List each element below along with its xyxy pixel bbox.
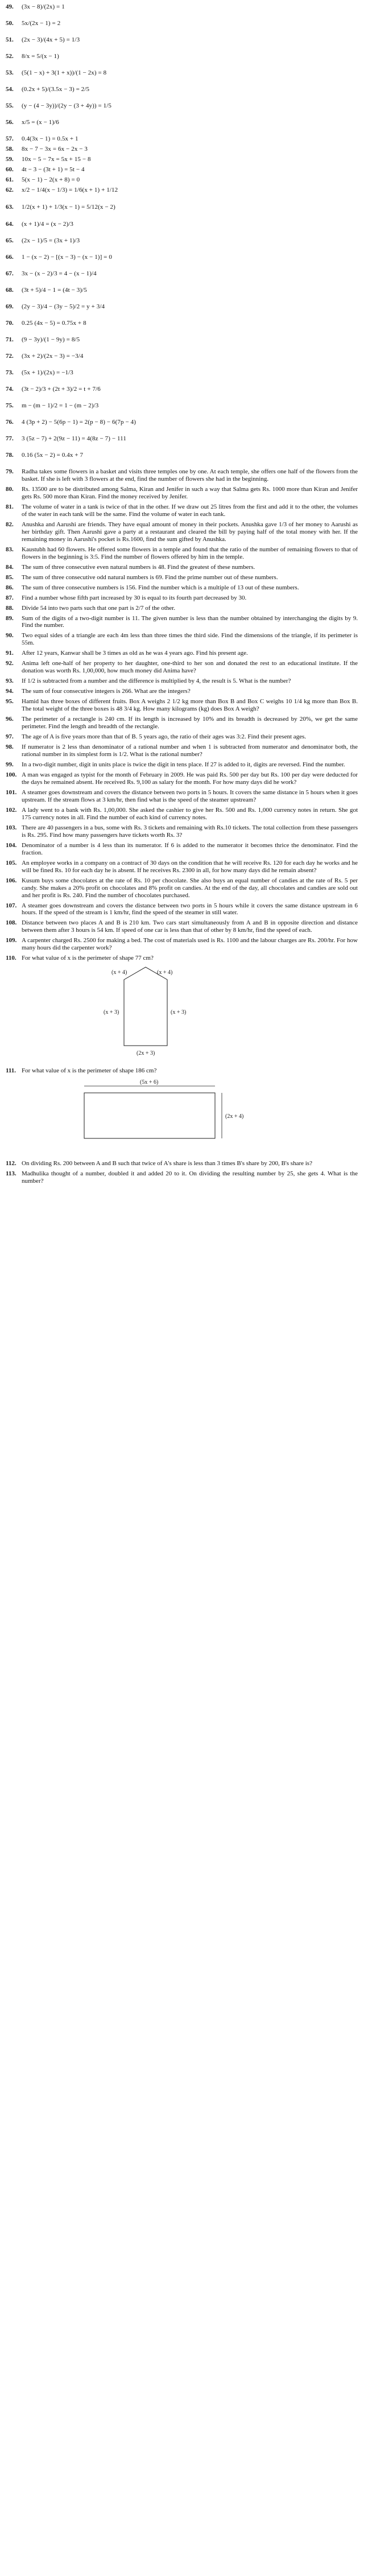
fig1-label-left-side: (x + 3) — [104, 1009, 119, 1016]
question-number: 109. — [6, 937, 17, 944]
question-number: 53. — [6, 69, 14, 76]
question-93 — [6, 678, 358, 685]
question-text: 4 (3p + 2) − 5(6p − 1) = 2(p − 8) − 6(7p − 4) — [22, 419, 136, 426]
question-text: 3 (5z − 7) + 2(9z − 11) = 4(8z − 7) − 111 — [22, 435, 126, 442]
question-101 — [6, 789, 358, 804]
question-96 — [6, 716, 358, 730]
question-number: 105. — [6, 859, 17, 866]
question-text: Denominator of a number is 4 less than its numerator. If 6 is added to the numerator it becomes thrice the denominator. Find the fraction. — [22, 841, 358, 856]
question-103 — [6, 824, 358, 839]
question-text: x/5 = (x − 1)/6 — [22, 119, 59, 126]
question-text: Two equal sides of a triangle are each 4m less than three times the third side. Find the dimensions of the triangle, if its perimeter is 55m. — [22, 632, 358, 647]
question-number: 107. — [6, 902, 17, 909]
question-text: Divide 54 into two parts such that one part is 2/7 of the other. — [22, 604, 176, 612]
question-text: On dividing Rs. 200 between A and B such that twice of A's share is less than 3 times B's share by 200, B's share is? — [22, 1160, 312, 1167]
question-105 — [6, 860, 358, 874]
question-text: Rs. 13500 are to be distributed among Salma, Kiran and Jenifer in such a way that Salma gets Rs. 1000 more than Kiran and Jenifer gets Rs. 500 more than Kiran. Find the money received by Jenifer. — [22, 485, 358, 500]
question-text: If numerator is 2 less than denominator of a rational number and when 1 is subtracted from numerator and denominator both, the rational number in its simplest form is 1/2. What is the rational number? — [22, 744, 358, 758]
question-text: Anima left one-half of her property to her daughter, one-third to her son and donated the rest to an educational institute. If the donation was worth Rs. 1,00,000, how much money did Anima have? — [22, 660, 358, 675]
question-number: 51. — [6, 36, 14, 43]
question-77 — [6, 435, 358, 449]
question-107 — [6, 902, 358, 917]
question-text: After 12 years, Kanwar shall be 3 times as old as he was 4 years ago. Find his present age. — [22, 650, 248, 657]
rectangle-shape — [84, 1093, 215, 1138]
question-text: The age of A is five years more than that of B. 5 years ago, the ratio of their ages was 3:2. Find their present ages. — [22, 733, 307, 741]
question-97 — [6, 733, 358, 741]
question-number: 57. — [6, 135, 14, 142]
question-text: Sum of the digits of a two-digit number is 11. The given number is less than the number obtained by interchanging the digits by 9. Find the number. — [22, 614, 358, 629]
fig1-label-right-slant: (x + 4) — [157, 969, 173, 976]
question-number: 72. — [6, 353, 14, 360]
question-text: Hamid has three boxes of different fruits. Box A weighs 2 1/2 kg more than Box B and Box C weighs 10 1/4 kg more than Box B. The total weight of the three boxes is 48 3/4 kg. How many kilograms (kg) does Box A weigh? — [22, 698, 358, 713]
question-112 — [6, 1160, 358, 1167]
pentagon-figure — [22, 965, 340, 1062]
question-number: 100. — [6, 771, 17, 778]
question-text: 4t − 3 − (3t + 1) = 5t − 4 — [22, 166, 85, 173]
question-number: 73. — [6, 369, 14, 376]
question-52 — [6, 53, 358, 67]
question-84 — [6, 564, 358, 571]
pentagon-svg — [22, 965, 340, 1062]
question-92 — [6, 660, 358, 675]
question-64 — [6, 221, 358, 234]
question-74 — [6, 386, 358, 399]
question-number: 99. — [6, 761, 14, 768]
question-number: 61. — [6, 176, 14, 183]
question-list-tail — [6, 1160, 358, 1185]
question-81 — [6, 503, 358, 518]
question-number: 98. — [6, 744, 14, 751]
question-text: (3t + 5)/4 − 1 = (4t − 3)/5 — [22, 287, 87, 294]
question-text: A carpenter charged Rs. 2500 for making a bed. The cost of materials used is Rs. 1100 and the labour charges are Rs. 200/hr. For how many hours did the carpenter work? — [22, 937, 358, 952]
question-number: 91. — [6, 650, 14, 657]
question-number: 79. — [6, 468, 14, 475]
question-number: 67. — [6, 270, 14, 277]
question-number: 95. — [6, 698, 14, 705]
question-83 — [6, 546, 358, 561]
rectangle-figure — [22, 1078, 340, 1152]
question-number: 86. — [6, 584, 14, 591]
question-number: 111. — [6, 1067, 16, 1075]
fig2-label-length: (5x + 6) — [140, 1079, 159, 1086]
question-79 — [6, 468, 358, 483]
question-text: 5x/(2x − 1) = 2 — [22, 20, 61, 27]
question-text: 1 − (x − 2) − [(x − 3) − (x − 1)] = 0 — [22, 254, 112, 261]
question-text: The sum of three consecutive even natural numbers is 48. Find the greatest of these numbers. — [22, 563, 255, 571]
question-text: A steamer goes downstream and covers the distance between two ports in 5 hours while it covers the same distance upstream in 6 hours. If the speed of the stream is 1 km/hr, find the speed of the steamer in still water. — [22, 902, 358, 917]
question-63 — [6, 204, 358, 218]
question-70 — [6, 320, 358, 333]
question-text: The sum of four consecutive integers is 266. What are the integers? — [22, 688, 191, 695]
question-number: 60. — [6, 166, 14, 173]
question-text: (0.2x + 5)/(3.5x − 3) = 2/5 — [22, 86, 90, 93]
question-number: 71. — [6, 336, 14, 343]
question-number: 89. — [6, 614, 14, 622]
question-number: 102. — [6, 806, 17, 814]
question-number: 62. — [6, 187, 14, 193]
question-90 — [6, 632, 358, 647]
question-73 — [6, 369, 358, 383]
question-text: Find a number whose fifth part increased by 30 is equal to its fourth part decreased by 30. — [22, 594, 247, 601]
question-60 — [6, 166, 358, 174]
question-number: 83. — [6, 546, 14, 553]
question-number: 101. — [6, 789, 17, 796]
question-text: Radha takes some flowers in a basket and visits three temples one by one. At each temple, she offers one half of the flowers from the basket. If she is left with 3 flowers at the end, find the number of flowers she had in the beginning. — [22, 468, 358, 482]
fig1-label-left-slant: (x + 4) — [111, 969, 127, 976]
question-98 — [6, 744, 358, 758]
fig1-label-base: (2x + 3) — [137, 1050, 155, 1057]
question-number: 110. — [6, 955, 16, 962]
question-89 — [6, 615, 358, 630]
question-text: (2y − 3)/4 − (3y − 5)/2 = y + 3/4 — [22, 303, 105, 310]
question-text: 1/2(x + 1) + 1/3(x − 1) = 5/12(x − 2) — [22, 204, 115, 210]
question-number: 85. — [6, 573, 14, 581]
question-text: The sum of three consecutive odd natural numbers is 69. Find the prime number out of these numbers. — [22, 573, 278, 581]
question-49 — [6, 3, 358, 17]
question-104 — [6, 842, 358, 857]
question-number: 70. — [6, 320, 14, 327]
question-text: Kusum buys some chocolates at the rate of Rs. 10 per chocolate. She also buys an equal number of candies at the rate of Rs. 5 per candy. She makes a 20% profit on chocolates and 8% profit on candies. At the end of the day, all chocolates and candies are sold out and her profit is Rs. 240. Find the number of chocolates purchased. — [22, 877, 358, 899]
question-text: 8/x = 5/(x − 1) — [22, 53, 59, 60]
question-text: The volume of water in a tank is twice of that in the other. If we draw out 25 litres from the first and add it to the other, the volumes of the water in each tank will be the same. Find the volume of water in each tank. — [22, 503, 358, 518]
question-87 — [6, 595, 358, 602]
question-text: For what value of x is the perimeter of shape 186 cm? — [22, 1067, 157, 1075]
question-66 — [6, 254, 358, 267]
question-text: If 1/2 is subtracted from a number and the difference is multiplied by 4, the result is 5. What is the number? — [22, 678, 291, 685]
fig2-label-breadth: (2x + 4) — [225, 1113, 244, 1120]
question-text: A man was engaged as typist for the month of February in 2009. He was paid Rs. 500 per day but Rs. 100 per day were deducted for the days he remained absent. He received Rs. 9,100 as salary for the month. For how many days did he work? — [22, 771, 358, 786]
question-number: 80. — [6, 485, 14, 493]
question-text: (x + 1)/4 = (x − 2)/3 — [22, 221, 73, 228]
question-number: 52. — [6, 53, 14, 60]
question-number: 54. — [6, 86, 14, 93]
question-text: The perimeter of a rectangle is 240 cm. If its length is increased by 10% and its breadth is decreased by 20%, we get the same perimeter. Find the length and breadth of the rectangle. — [22, 716, 358, 730]
question-text: x/2 − 1/4(x − 1/3) = 1/6(x + 1) + 1/12 — [22, 187, 118, 193]
question-69 — [6, 303, 358, 317]
question-text: (5(1 − x) + 3(1 + x))/(1 − 2x) = 8 — [22, 69, 107, 76]
question-text: Kaustubh had 60 flowers. He offered some flowers in a temple and found that the ratio of the number of remaining flowers to that of flowers in the beginning is 3:5. Find the number of flowers offered by him in the temple. — [22, 546, 358, 560]
question-111 — [6, 1067, 358, 1075]
question-86 — [6, 584, 358, 592]
question-100 — [6, 771, 358, 786]
question-91 — [6, 650, 358, 657]
question-text: (3t − 2)/3 + (2t + 3)/2 = t + 7/6 — [22, 386, 101, 393]
question-number: 106. — [6, 877, 17, 884]
question-text: 5(x − 1) − 2(x + 8) = 0 — [22, 176, 80, 183]
pentagon-shape — [124, 967, 167, 1046]
question-text: For what value of x is the perimeter of shape 77 cm? — [22, 955, 154, 962]
question-number: 77. — [6, 435, 14, 442]
question-text: Distance between two places A and B is 210 km. Two cars start simultaneously from A and B in opposite direction and distance between them after 3 hours is 54 km. If speed of one car is less than that of other by 8 km/hr, find the speed of each. — [22, 919, 358, 934]
question-list — [6, 3, 358, 962]
question-number: 63. — [6, 204, 14, 210]
question-61 — [6, 176, 358, 184]
question-55 — [6, 102, 358, 116]
question-text: 8x − 7 − 3x = 6x − 2x − 3 — [22, 146, 88, 152]
question-88 — [6, 605, 358, 612]
question-110 — [6, 955, 358, 962]
question-78 — [6, 452, 358, 465]
question-62 — [6, 187, 358, 201]
question-80 — [6, 486, 358, 501]
question-number: 113. — [6, 1170, 16, 1178]
question-51 — [6, 36, 358, 50]
question-number: 112. — [6, 1160, 16, 1167]
question-71 — [6, 336, 358, 350]
question-number: 82. — [6, 521, 14, 528]
question-number: 103. — [6, 824, 17, 831]
question-number: 76. — [6, 419, 14, 426]
question-text: There are 40 passengers in a bus, some with Rs. 3 tickets and remaining with Rs.10 tickets. The total collection from these passengers is Rs. 295. Find how many passengers have tickets worth Rs. 3? — [22, 824, 358, 839]
question-text: (2x − 3)/(4x + 5) = 1/3 — [22, 36, 80, 43]
question-58 — [6, 146, 358, 153]
question-number: 94. — [6, 688, 14, 695]
question-109 — [6, 937, 358, 952]
question-72 — [6, 353, 358, 366]
question-text: m − (m − 1)/2 = 1 − (m − 2)/3 — [22, 402, 99, 409]
question-text: 10x − 5 − 7x = 5x + 15 − 8 — [22, 156, 91, 163]
question-54 — [6, 86, 358, 100]
question-number: 87. — [6, 594, 14, 601]
question-text: 3x − (x − 2)/3 = 4 − (x − 1)/4 — [22, 270, 97, 277]
question-text: In a two-digit number, digit in units place is twice the digit in tens place. If 27 is added to it, digits are reversed. Find the number. — [22, 761, 345, 768]
question-85 — [6, 574, 358, 581]
question-text: (9 − 3y)/(1 − 9y) = 8/5 — [22, 336, 80, 343]
question-number: 50. — [6, 20, 14, 27]
question-56 — [6, 119, 358, 133]
question-76 — [6, 419, 358, 432]
question-number: 97. — [6, 733, 14, 741]
question-text: The sum of three consecutive numbers is 156. Find the number which is a multiple of 13 out of these numbers. — [22, 584, 299, 591]
question-68 — [6, 287, 358, 300]
question-number: 64. — [6, 221, 14, 228]
question-number: 49. — [6, 3, 14, 10]
question-number: 58. — [6, 146, 14, 152]
question-number: 96. — [6, 716, 14, 723]
question-number: 104. — [6, 841, 17, 849]
question-number: 74. — [6, 386, 14, 393]
question-number: 78. — [6, 452, 14, 459]
question-text: (y − (4 − 3y))/(2y − (3 + 4y)) = 1/5 — [22, 102, 112, 109]
question-text: 0.25 (4x − 5) = 0.75x + 8 — [22, 320, 86, 327]
question-53 — [6, 69, 358, 83]
question-text: An employee works in a company on a contract of 30 days on the condition that he will receive Rs. 120 for each day he works and he will be fined Rs. 10 for each day he is absent. If he receives Rs. 2300 in all, for how many days did he remain absent? — [22, 859, 358, 874]
question-108 — [6, 919, 358, 934]
question-57 — [6, 135, 358, 143]
question-number: 81. — [6, 503, 14, 510]
question-number: 93. — [6, 678, 14, 685]
question-number: 92. — [6, 660, 14, 667]
question-number: 56. — [6, 119, 14, 126]
question-text: (3x + 2)/(2x − 3) = −3/4 — [22, 353, 84, 360]
question-number: 84. — [6, 563, 14, 571]
question-number: 59. — [6, 156, 14, 163]
fig1-label-right-side: (x + 3) — [171, 1009, 187, 1016]
question-95 — [6, 698, 358, 713]
question-number: 88. — [6, 604, 14, 612]
question-67 — [6, 270, 358, 284]
question-number: 55. — [6, 102, 14, 109]
question-text: Madhulika thought of a number, doubled it and added 20 to it. On dividing the resulting number by 25, she gets 4. What is the number? — [22, 1170, 358, 1185]
question-82 — [6, 521, 358, 543]
question-number: 75. — [6, 402, 14, 409]
question-113 — [6, 1170, 358, 1185]
question-number: 66. — [6, 254, 14, 261]
question-text: (2x − 1)/5 = (3x + 1)/3 — [22, 237, 80, 244]
question-50 — [6, 20, 358, 34]
question-number: 90. — [6, 632, 14, 639]
question-text: Anushka and Aarushi are friends. They have equal amount of money in their pockets. Anushka gave 1/3 of her money to Aarushi as her birthday gift. Then Aarushi gave a party at a restaurant and cleared the bill by paying half of the total money with her. If the remaining money in Aarushi's pocket is Rs.1600, find the sum gifted by Anushka. — [22, 521, 358, 543]
question-text: (5x + 1)/(2x) = −1/3 — [22, 369, 73, 376]
question-75 — [6, 402, 358, 416]
question-102 — [6, 807, 358, 821]
question-text: A steamer goes downstream and covers the distance between two ports in 5 hours. It covers the same distance in 5 hours when it goes upstream. If the stream flows at 3 km/hr, then find what is the speed of the steamer upstream? — [22, 789, 358, 803]
question-number: 108. — [6, 919, 17, 927]
question-65 — [6, 237, 358, 251]
question-number: 68. — [6, 287, 14, 294]
question-94 — [6, 688, 358, 695]
question-99 — [6, 761, 358, 769]
question-number: 69. — [6, 303, 14, 310]
question-text: A lady went to a bank with Rs. 1,00,000. She asked the cashier to give her Rs. 500 and Rs. 1,000 currency notes in return. She got 175 currency notes in all. Find the number of each kind of currency notes. — [22, 806, 358, 821]
rectangle-svg — [22, 1078, 340, 1152]
question-text: (3x − 8)/(2x) = 1 — [22, 3, 65, 10]
question-text: 0.16 (5x − 2) = 0.4x + 7 — [22, 452, 84, 459]
question-text: 0.4(3x − 1) = 0.5x + 1 — [22, 135, 78, 142]
question-59 — [6, 156, 358, 163]
question-106 — [6, 877, 358, 899]
question-number: 65. — [6, 237, 14, 244]
